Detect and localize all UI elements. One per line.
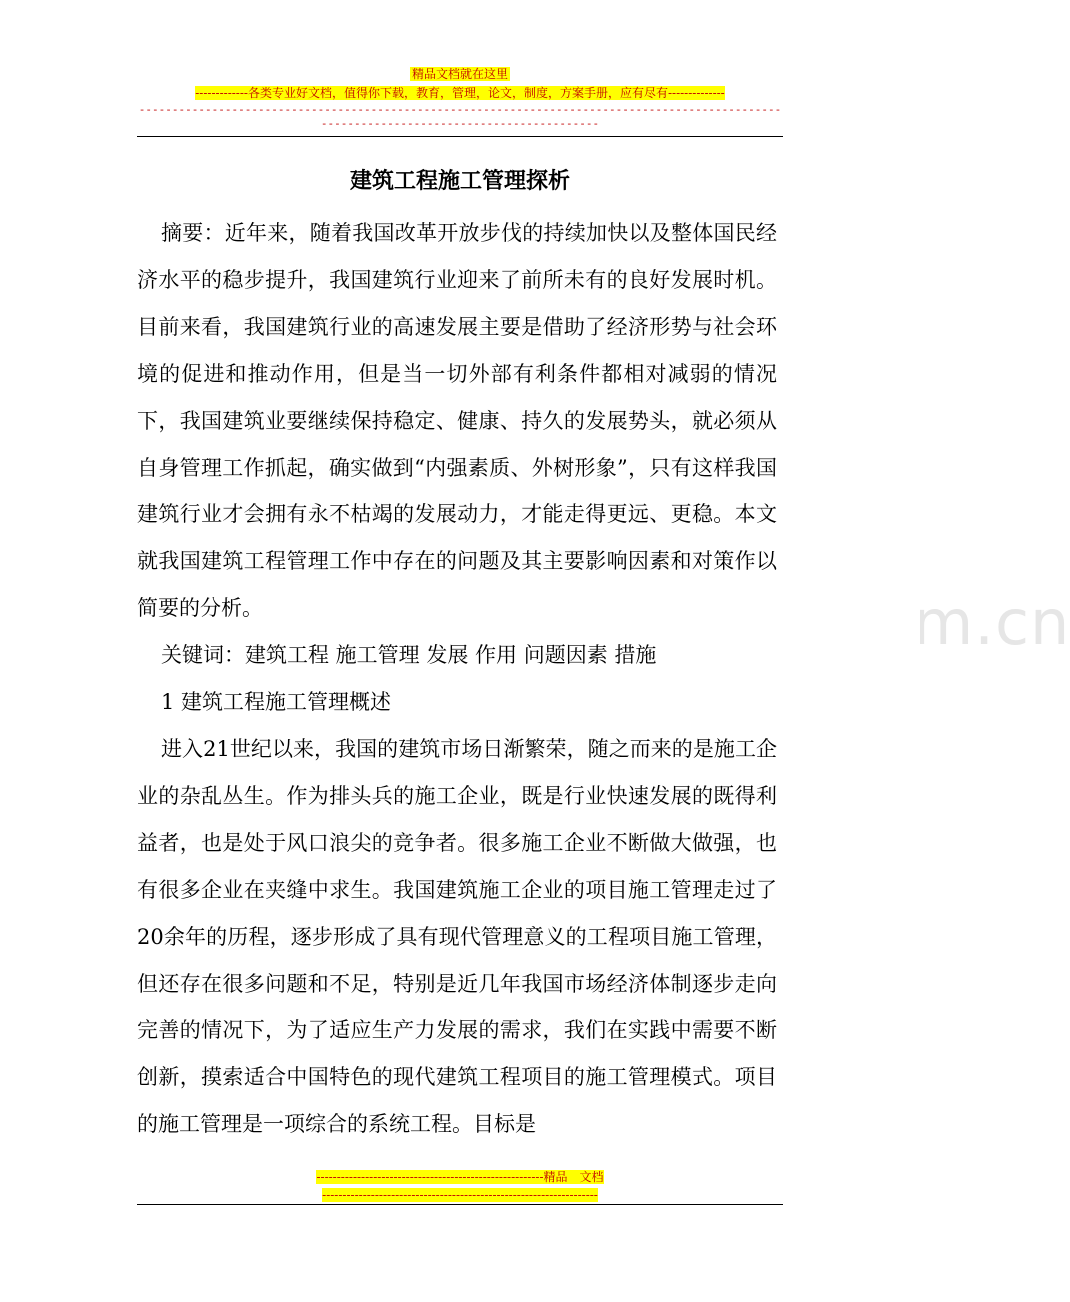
footer-rule	[137, 1204, 783, 1205]
header-slogan	[0, 85, 920, 101]
header-slogan-text: -------------各类专业好文档，值得你下载，教育，管理，论文，制度，方案手册，应有尽有--------------	[195, 86, 725, 100]
section-body-paragraph: 进入21世纪以来，我国的建筑市场日渐繁荣，随之而来的是施工企业的杂乱丛生。作为排头兵的施工企业，既是行业快速发展的既得利益者，也是处于风口浪尖的竞争者。很多施工企业不断做大做强，也有很多企业在夹缝中求生。我国建筑施工企业的项目施工管理走过了20余年的历程，逐步形成了具有现代管理意义的工程项目施工管理，但还存在很多问题和不足，特别是近几年我国市场经济体制逐步走向完善的情况下，为了适应生产力发展的需求，我们在实践中需要不断创新，摸索适合中国特色的现代建筑工程项目的施工管理模式。项目的施工管理是一项综合的系统工程。目标是	[137, 736, 777, 1137]
section-heading: 1 建筑工程施工管理概述	[161, 690, 392, 715]
footer-line-2	[0, 1187, 920, 1203]
footer-line-1-text: --------------------------------------------------------精品 文档	[316, 1170, 604, 1184]
keywords-paragraph: 关键词：建筑工程 施工管理 发展 作用 问题因素 措施	[161, 643, 657, 668]
header-title-text: 精品文档就在这里	[411, 67, 508, 81]
header-title	[0, 66, 920, 82]
article-body	[137, 210, 777, 1148]
footer-line-1	[0, 1169, 920, 1185]
footer-line-2-text: --------------------------------------------------------------------	[322, 1188, 598, 1202]
header-dashed-line: -------------------------------------------------------------------------------------------------------------------------------------------	[138, 103, 782, 130]
header-rule	[137, 136, 783, 137]
article-title: 建筑工程施工管理探析	[349, 168, 570, 194]
watermark: www.zixin.com.cn	[500, 586, 1070, 659]
abstract-paragraph: 摘要：近年来，随着我国改革开放步伐的持续加快以及整体国民经济水平的稳步提升，我国建筑行业迎来了前所未有的良好发展时机。目前来看，我国建筑行业的高速发展主要是借助了经济形势与社会环境的促进和推动作用，但是当一切外部有利条件都相对减弱的情况下，我国建筑业要继续保持稳定、健康、持久的发展势头，就必须从自身管理工作抓起，确实做到“内强素质、外树形象”，只有这样我国建筑行业才会拥有永不枯竭的发展动力，才能走得更远、更稳。本文就我国建筑工程管理工作中存在的问题及其主要影响因素和对策作以简要的分析。	[137, 221, 777, 621]
